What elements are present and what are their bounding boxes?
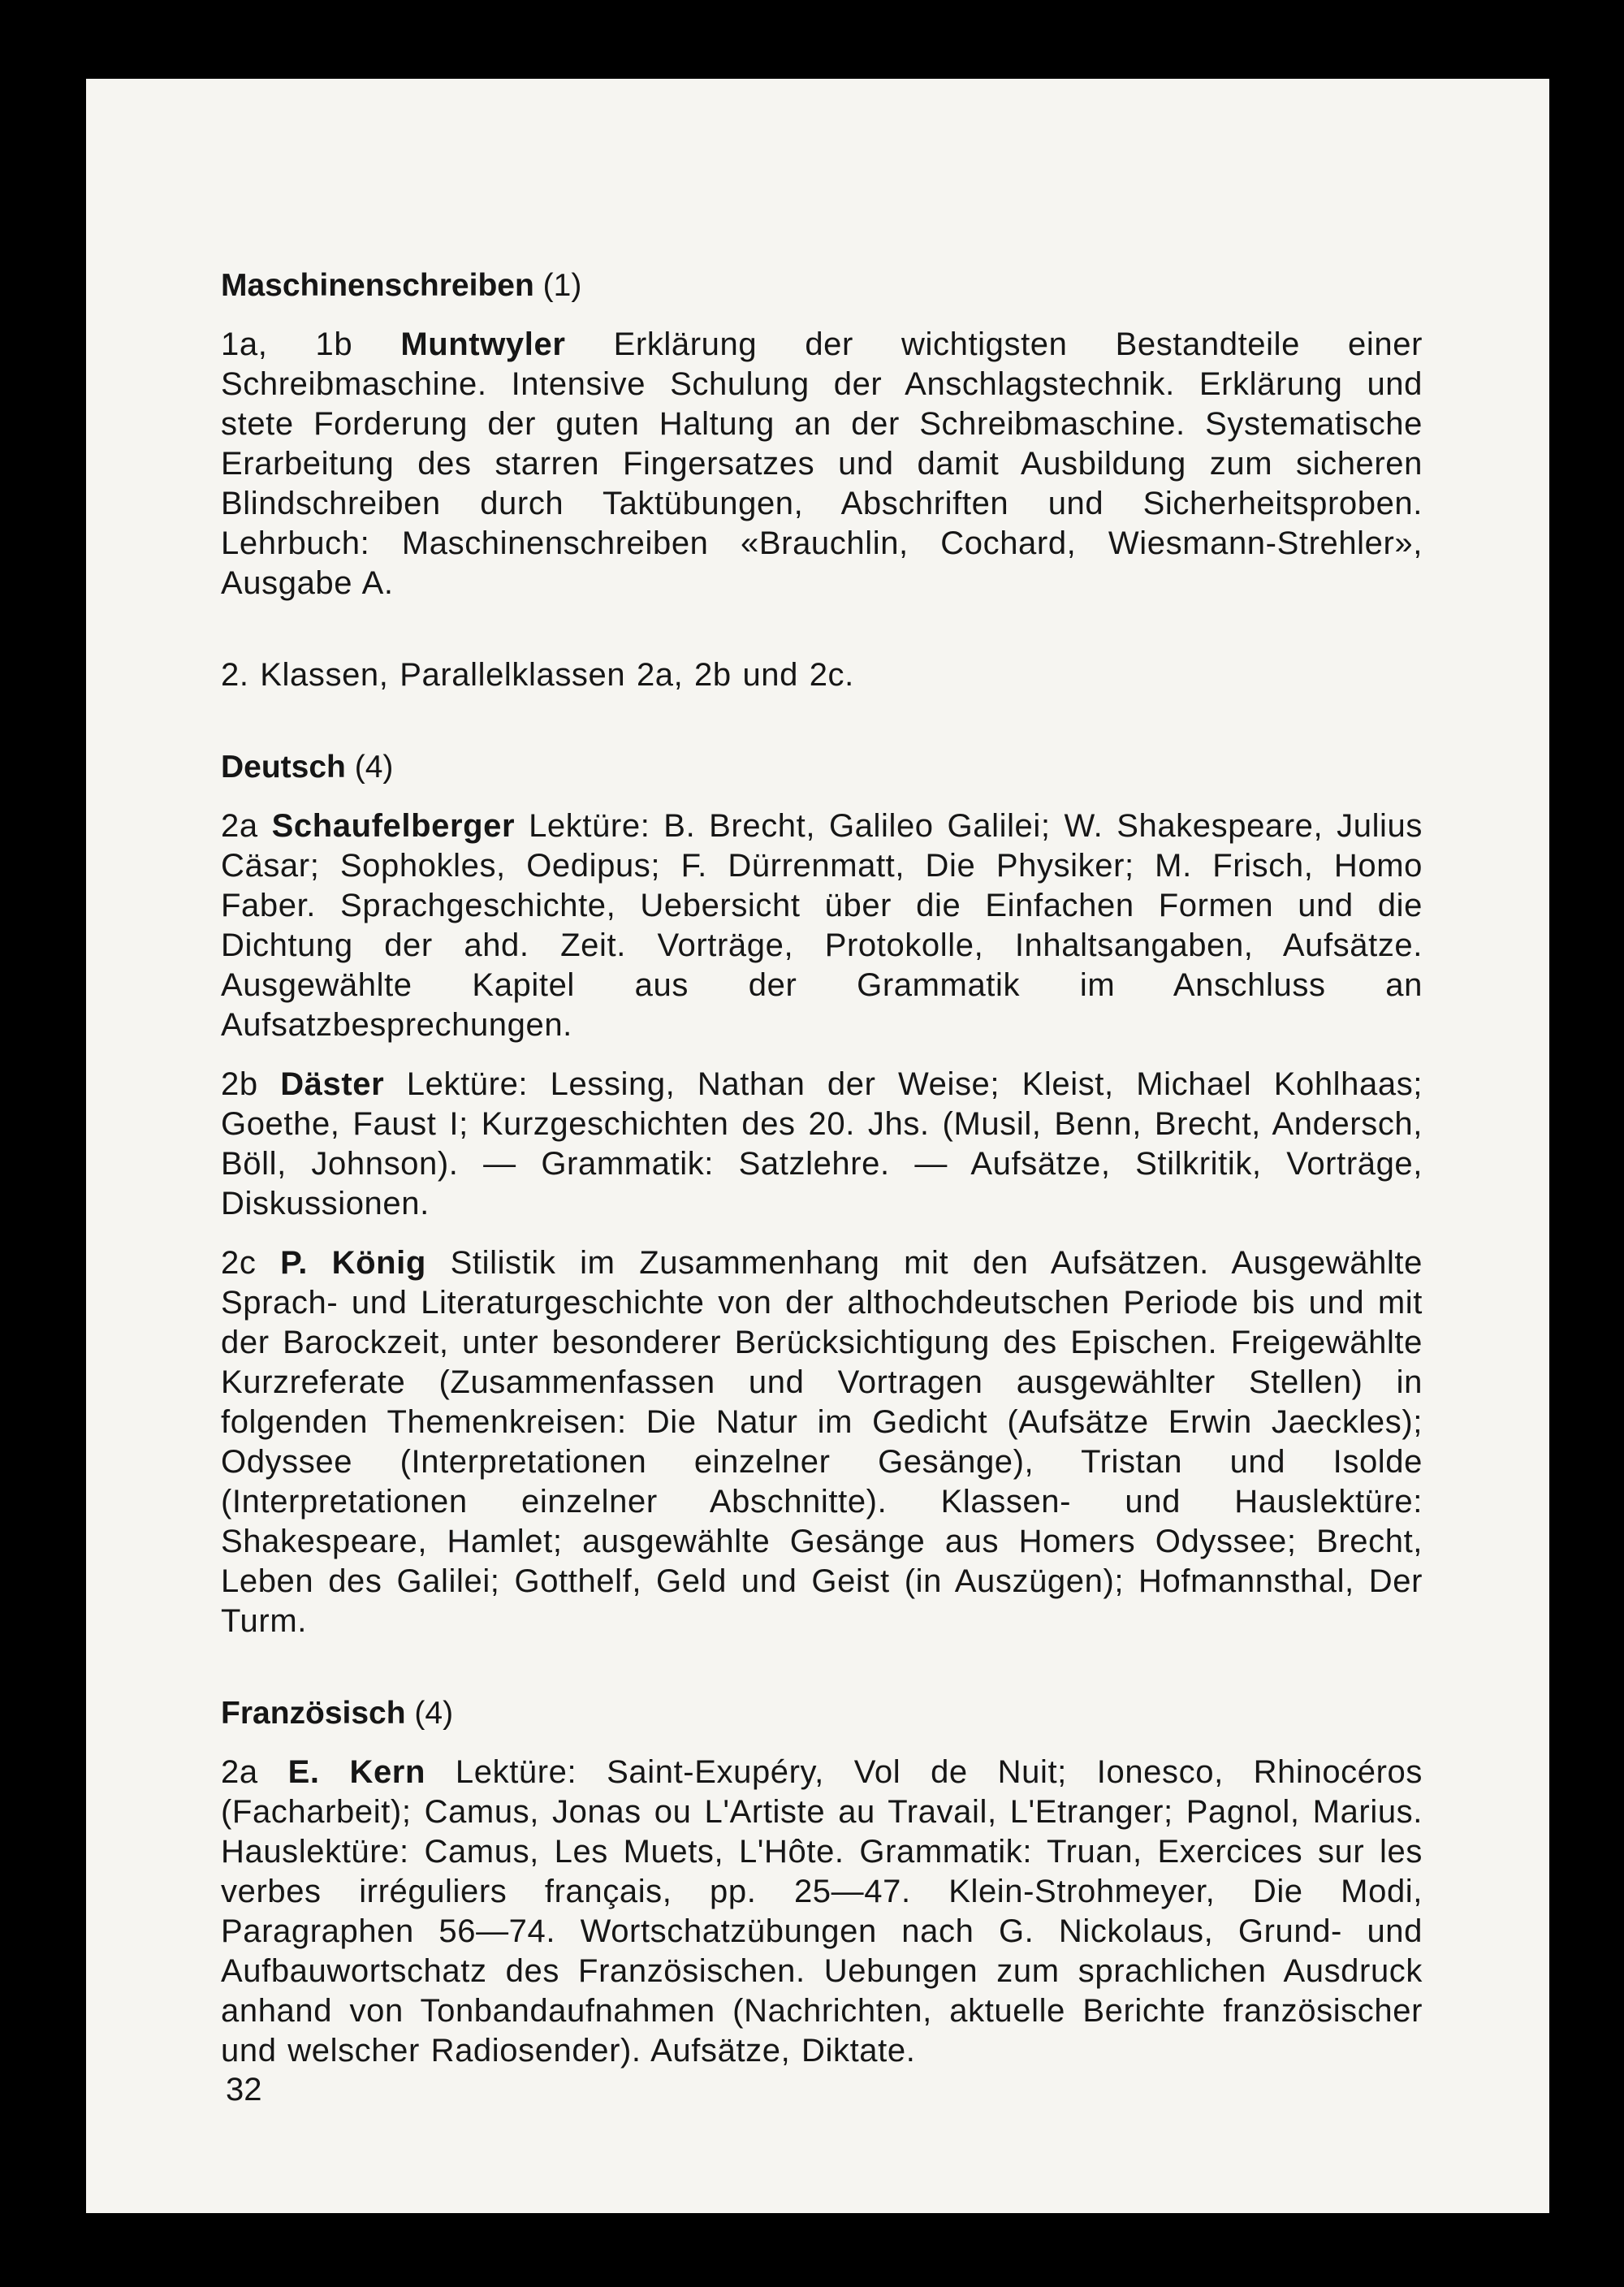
page-content (221, 266, 1423, 2090)
teacher-name: Däster (280, 1066, 385, 1102)
course-entry-deutsch-2b (221, 1065, 1423, 1224)
section-title: Maschinenschreiben (221, 268, 534, 303)
class-label: 2c (221, 1245, 257, 1281)
course-entry-maschinenschreiben (221, 325, 1423, 603)
class-label: 2b (221, 1066, 258, 1102)
course-description: Stilistik im Zusammenhang mit den Aufsätzen. Ausgewählte Sprach- und Literaturgeschichte von der althochdeutschen Periode bis und mit der Barockzeit, unter besonderer Berücksichtigung des Epischen. Freigewählte Kurzreferate (Zusammenfassen und Vortragen ausgewählter Stellen) in folgenden Themenkreisen: Die Natur im Gedicht (Aufsätze Erwin Jaeckles); Odyssee (Interpretationen einzelner Gesänge), Tristan und Isolde (Interpretationen einzelner Abschnitte). Klassen- und Hauslektüre: Shakespeare, Hamlet; ausgewählte Gesänge aus Homers Odyssee; Brecht, Leben des Galilei; Gotthelf, Geld und Geist (in Auszügen); Hofmannsthal, Der Turm. (221, 1245, 1423, 1639)
section-title: Deutsch (221, 750, 346, 785)
class-label: 2a (221, 1754, 258, 1790)
teacher-name: Schaufelberger (271, 808, 516, 844)
class-label: 2a (221, 808, 258, 844)
section-hours: (4) (414, 1696, 454, 1731)
course-entry-franzoesisch-2a (221, 1753, 1423, 2071)
page-number: 32 (226, 2072, 262, 2108)
class-group-label: 2. Klassen, Parallelklassen 2a, 2b und 2c. (221, 657, 854, 693)
course-description: Lektüre: B. Brecht, Galileo Galilei; W. Shakespeare, Julius Cäsar; Sophokles, Oedipus; F. Dürrenmatt, Die Physiker; M. Frisch, Homo Faber. Sprachgeschichte, Uebersicht über die Einfachen Formen und die Dichtung der ahd. Zeit. Vorträge, Protokolle, Inhaltsangaben, Aufsätze. Ausgewählte Kapitel aus der Grammatik im Anschluss an Aufsatzbesprechungen. (221, 808, 1423, 1043)
course-description: Lektüre: Saint-Exupéry, Vol de Nuit; Ionesco, Rhinocéros (Facharbeit); Camus, Jonas ou L'Artiste au Travail, L'Etranger; Pagnol, Marius. Hauslektüre: Camus, Les Muets, L'Hôte. Grammatik: Truan, Exercices sur les verbes irréguliers français, pp. 25—47. Klein-Strohmeyer, Die Modi, Paragraphen 56—74. Wortschatzübungen nach G. Nickolaus, Grund- und Aufbauwortschatz des Französischen. Uebungen zum sprachlichen Ausdruck anhand von Tonbandaufnahmen (Nachrichten, aktuelle Berichte französischer und welscher Radiosender). Aufsätze, Diktate. (221, 1754, 1423, 2069)
section-hours: (4) (354, 750, 394, 785)
document-page (86, 79, 1549, 2213)
section-heading-maschinenschreiben (221, 266, 1423, 305)
section-title: Französisch (221, 1696, 406, 1731)
course-description: Erklärung der wichtigsten Bestandteile einer Schreibmaschine. Intensive Schulung der Anschlagstechnik. Erklärung und stete Forderung der guten Haltung an der Schreibmaschine. Systematische Erarbeitung des starren Fingersatzes und damit Ausbildung zum sicheren Blindschreiben durch Taktübungen, Abschriften und Sicherheitsproben. Lehrbuch: Maschinenschreiben «Brauchlin, Cochard, Wiesmann-Strehler», Ausgabe A. (221, 326, 1423, 601)
course-entry-deutsch-2c (221, 1243, 1423, 1641)
teacher-name: Muntwyler (400, 326, 566, 362)
teacher-name: E. Kern (287, 1754, 426, 1790)
section-heading-deutsch (221, 747, 1423, 787)
class-label: 1a, 1b (221, 326, 353, 362)
section-heading-franzoesisch (221, 1693, 1423, 1733)
teacher-name: P. König (280, 1245, 426, 1281)
section-hours: (1) (542, 268, 582, 303)
course-entry-deutsch-2a (221, 806, 1423, 1045)
course-description: Lektüre: Lessing, Nathan der Weise; Kleist, Michael Kohlhaas; Goethe, Faust I; Kurzgeschichten des 20. Jhs. (Musil, Benn, Brecht, Andersch, Böll, Johnson). — Grammatik: Satzlehre. — Aufsätze, Stilkritik, Vorträge, Diskussionen. (221, 1066, 1423, 1221)
